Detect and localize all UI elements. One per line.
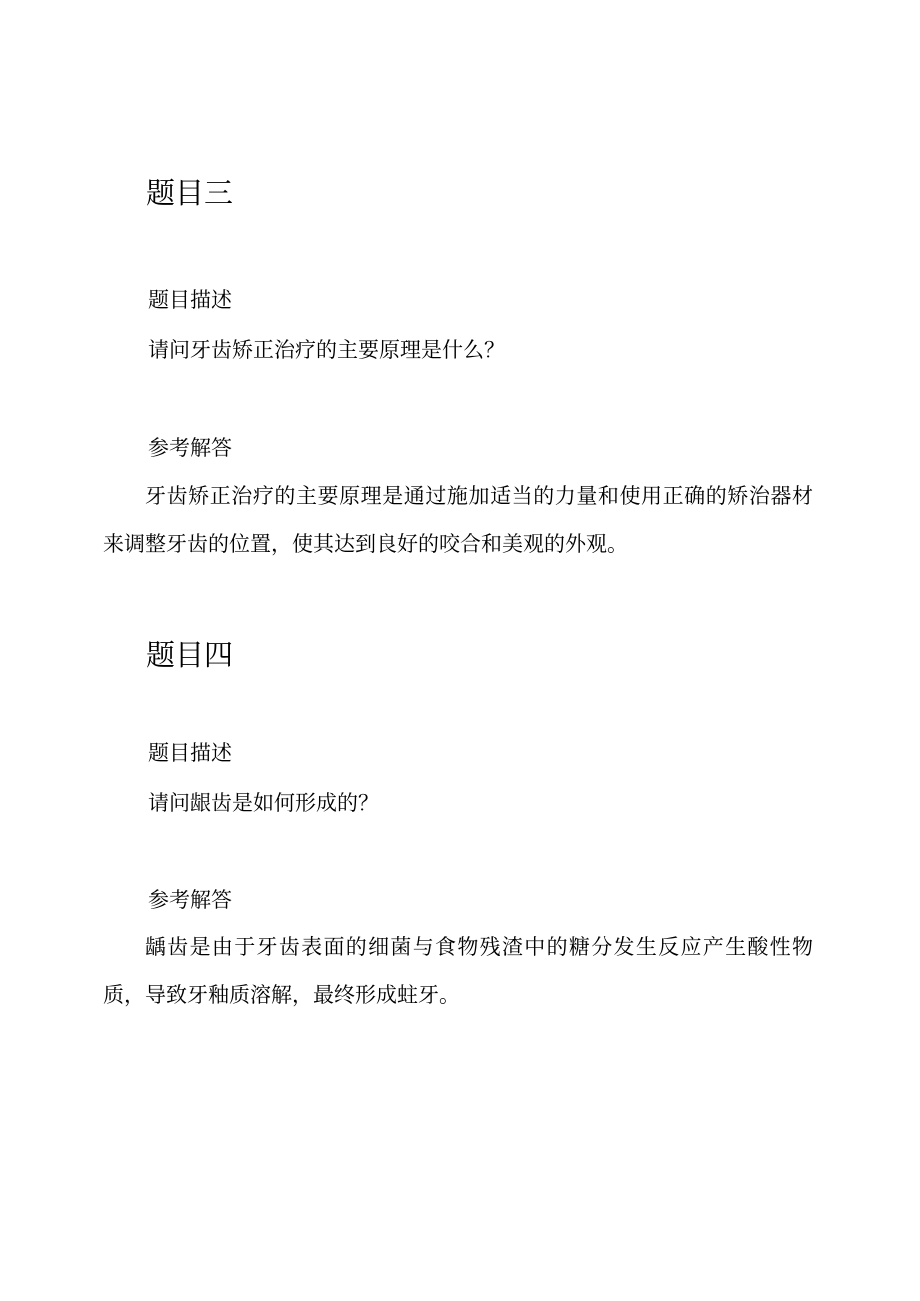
section-4-answer: 龋齿是由于牙齿表面的细菌与食物残渣中的糖分发生反应产生酸性物质，导致牙釉质溶解，最终形成蛀牙。 (103, 935, 813, 1007)
section-4-question: 请问龈齿是如何形成的？ (148, 791, 379, 815)
section-4-answer-heading: 参考解答 (148, 888, 232, 912)
section-3-title: 题目三 (146, 176, 234, 210)
section-3-description-heading: 题目描述 (148, 288, 232, 312)
section-3-question: 请问牙齿矫正治疗的主要原理是什么？ (148, 338, 505, 362)
section-4-description-heading: 题目描述 (148, 741, 232, 765)
section-3-answer: 牙齿矫正治疗的主要原理是通过施加适当的力量和使用正确的矫治器材来调整牙齿的位置，使其达到良好的咬合和美观的外观。 (103, 484, 813, 556)
section-4-title: 题目四 (146, 638, 234, 672)
section-3-answer-heading: 参考解答 (148, 436, 232, 460)
